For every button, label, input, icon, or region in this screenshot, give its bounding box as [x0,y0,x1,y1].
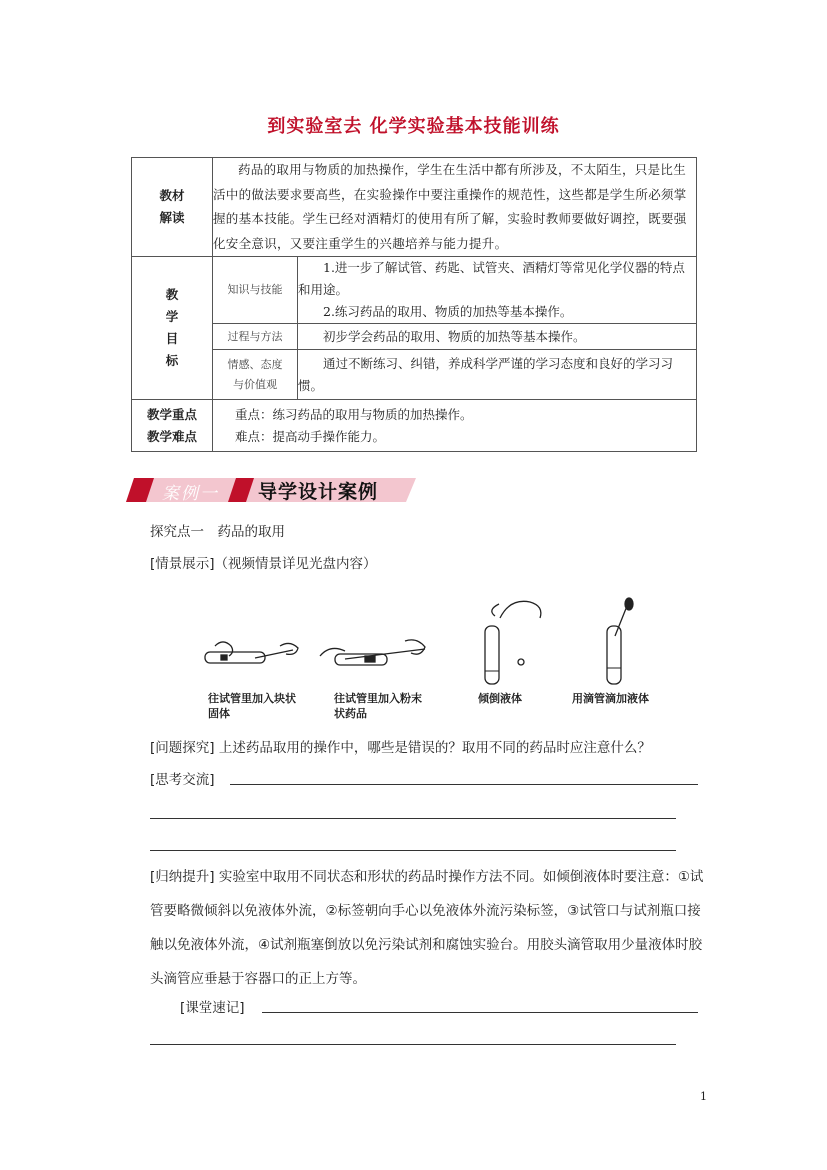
goal-label-attitude-text: 情感、态度与价值观 [227,357,283,391]
goal-label-attitude [213,350,298,400]
materials-header-text: 教材解读 [159,188,185,225]
experiment-illustration [195,596,675,690]
goal-text-process [298,324,697,350]
notes-line[interactable] [150,1044,676,1045]
answer-line[interactable] [150,850,676,851]
goal-line: 通过不断练习、纠错，养成科学严谨的学习态度和良好的学习习惯。 [298,355,674,393]
think-label: [思考交流] [150,772,215,788]
goal-line: 1.进一步了解试管、药匙、试管夹、酒精灯等常见化学仪器的特点和用途。 [298,260,685,297]
goal-text-knowledge [298,257,697,324]
goals-header-char: 标 [165,353,179,368]
goal-line: 初步学会药品的取用、物质的加热等基本操作。 [323,328,586,344]
banner-label: 导学设计案例 [258,481,379,503]
scene-label: [情景展示]（视频情景详见光盘内容） [150,556,377,572]
goals-header-char: 教 [165,287,179,302]
goal-label-process: 过程与方法 [213,324,298,350]
caption-solid: 往试管里加入块状固体 [208,692,296,720]
materials-text: 药品的取用与物质的加热操作，学生在生活中都有所涉及，不太陌生，只是比生活中的做法要求要高些，在实验操作中要注重操作的规范性，这些都是学生所必须掌握的基本技能。学生已经对酒精灯的使用有所了解，实验时教师要做好调控，既要强化安全意识，又要注重学生的兴趣培养与能力提升。 [213,158,697,257]
goals-header [132,257,213,400]
answer-line[interactable] [150,818,676,819]
case-banner [126,475,426,505]
goals-header-char: 目 [165,331,179,346]
focus-header-difficult: 教学难点 [146,428,197,444]
goal-line: 2.练习药品的取用、物质的加热等基本操作。 [323,304,573,319]
caption-dropper: 用滴管滴加液体 [572,692,649,705]
question-text: [问题探究] 上述药品取用的操作中，哪些是错误的？取用不同的药品时应注意什么？ [150,740,651,756]
solid-block-figure [205,642,298,663]
section-heading: 探究点一 药品的取用 [150,524,285,540]
goals-header-char: 学 [165,309,179,324]
goal-label-knowledge: 知识与技能 [213,257,298,324]
focus-line-key: 重点：练习药品的取用与物质的加热操作。 [235,406,473,422]
notes-line[interactable] [262,1012,698,1013]
answer-line[interactable] [230,784,698,785]
focus-header-key: 教学重点 [146,406,197,422]
pouring-figure [485,601,541,684]
page-title: 到实验室去 化学实验基本技能训练 [267,116,560,137]
focus-header [132,400,213,452]
caption-pour: 倾倒液体 [478,692,522,705]
banner-tag: 案例一 [162,484,219,504]
summary-paragraph: [归纳提升] 实验室中取用不同状态和形状的药品时操作方法不同。如倾倒液体时要注意：①试管要略微倾斜以免液体外流，②标签朝向手心以免液体外流污染标签，③试管口与试剂瓶口接触以免液体外流，④试剂瓶塞倒放以免污染试剂和腐蚀实验台。用胶头滴管取用少量液体时胶头滴管应垂悬于容器口的正上方等。 [150,869,704,987]
caption-powder: 往试管里加入粉末状药品 [334,692,422,720]
focus-line-difficult: 难点：提高动手操作能力。 [235,428,386,444]
focus-text [213,400,697,452]
goal-text-attitude [298,350,697,400]
lesson-plan-table [131,157,697,452]
page-number: 1 [700,1090,707,1103]
notes-label: [课堂速记] [180,1000,245,1016]
dropper-figure [607,598,633,684]
powder-figure [320,640,425,665]
materials-header [132,158,213,257]
